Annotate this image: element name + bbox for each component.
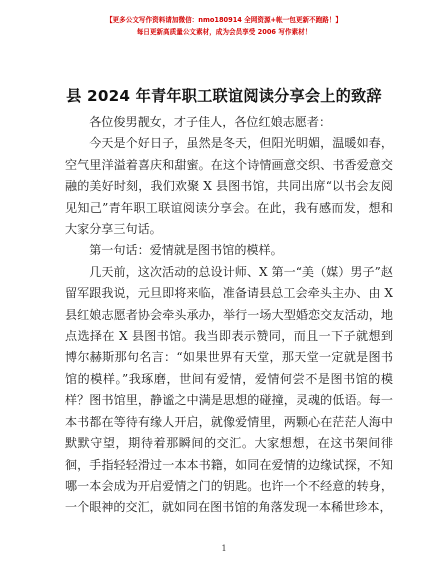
promo-banner-line-2: 每日更新高质量公文素材，成为会员享受 2006 写作素材！ <box>136 28 312 36</box>
body-paragraph: 今天是个好日子，虽然是冬天，但阳光明媚，温暖如春，空气里洋溢着喜庆和甜蜜。在这个诗情画意交织、书香爱意交融的美好时刻，我们欢聚 X 县图书馆，共同出席“以书会友阅见知己”青年职工联谊阅读分享会。在此，我有感而发，想和大家分享三句话。 <box>65 136 393 237</box>
salutation-paragraph: 各位俊男靓女，才子佳人，各位红娘志愿者： <box>89 115 332 129</box>
document-title: 县 2024 年青年职工联谊阅读分享会上的致辞 <box>66 87 382 105</box>
promo-banner <box>0 14 448 38</box>
section-heading-paragraph: 第一句话：爱情就是图书馆的模样。 <box>89 243 283 258</box>
document-body <box>65 112 393 519</box>
page-number: 1 <box>221 544 227 553</box>
promo-banner-line-1: 【更多公文写作资料请加微信：nmo180914 全网资源+帐一包更新不跑路！】 <box>105 16 343 24</box>
body-paragraph: 几天前，这次活动的总设计师、X 第一“美（媒）男子”赵留军跟我说，元旦即将来临，准备请县总工会牵头主办、由 X 县红娘志愿者协会牵头承办，举行一场大型婚恋交友活动，地点选择在 X 县图书馆。我当即表示赞同，而且一下子就想到博尔赫斯那句名言：“如果世界有天堂，那天堂一定就是图书馆的模样。”我琢磨，世间有爱情，爱情何尝不是图书馆的模样？图书馆里，静谧之中满是思想的碰撞，灵魂的低语。每一本书都在等待有缘人开启，就像爱情里，两颗心在茫茫人海中默默守望，期待着那瞬间的交汇。大家想想，在这书架间徘徊，手指轻轻滑过一本本书籍，如同在爱情的边缘试探，不知哪一本会成为开启爱情之门的钥匙。也许一个不经意的转身，一个眼神的交汇，就如同在图书馆的角落发现一本稀世珍本， <box>65 264 393 515</box>
